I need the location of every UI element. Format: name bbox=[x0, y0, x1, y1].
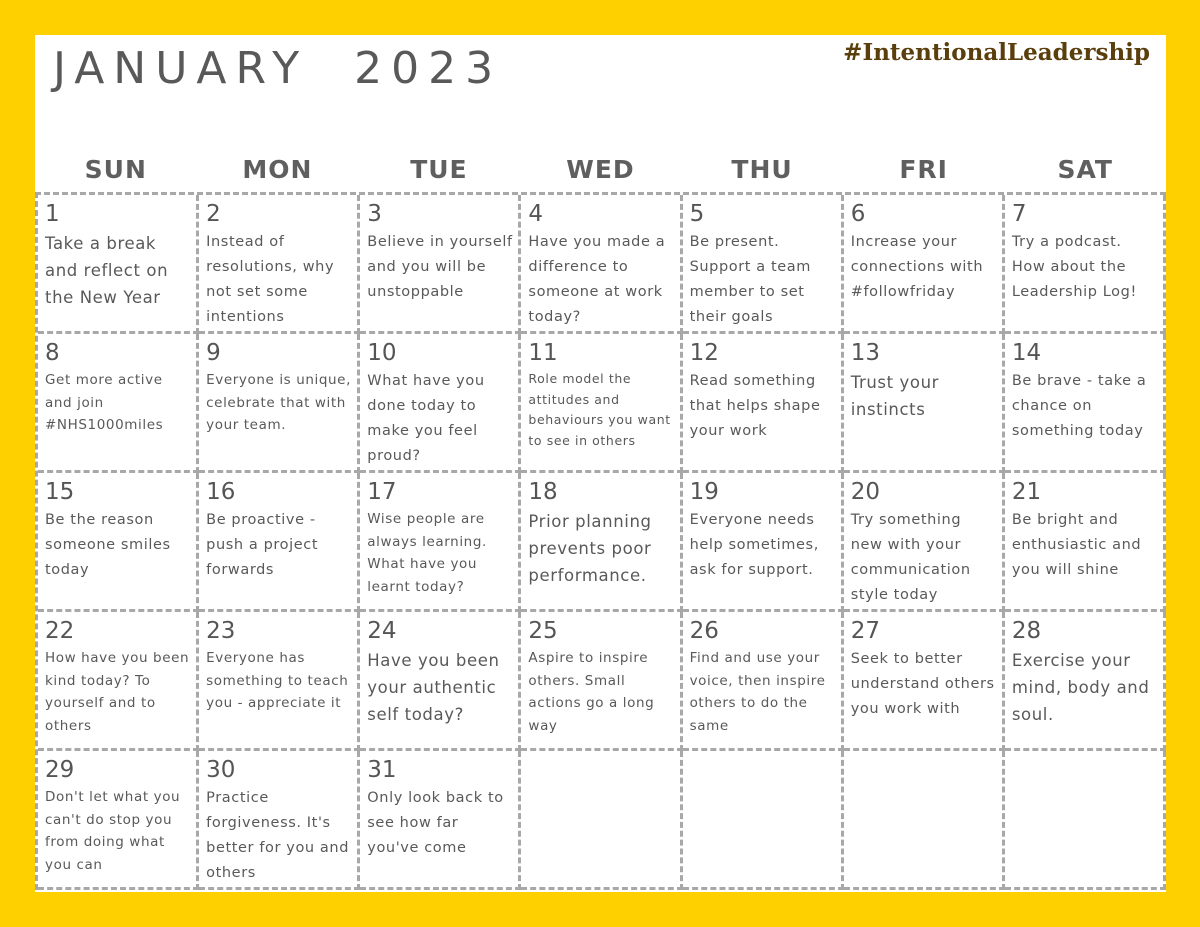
day-tip: Seek to better understand others you work with bbox=[850, 651, 995, 717]
weekday-header-row bbox=[35, 148, 1166, 192]
day-tip: Try a podcast. How about the Leadership Log! bbox=[1011, 234, 1137, 300]
day-cell bbox=[1005, 612, 1166, 751]
day-tip: Be present. Support a team member to set their goals bbox=[689, 234, 812, 325]
day-number: 8 bbox=[45, 340, 60, 366]
day-cell bbox=[199, 334, 360, 473]
day-number: 12 bbox=[689, 340, 719, 366]
day-tip: Practice forgiveness. It's better for you and others bbox=[206, 790, 350, 881]
day-tip: Prior planning prevents poor performance. bbox=[528, 512, 652, 585]
day-cell bbox=[844, 612, 1005, 751]
day-tip: Find and use your voice, then inspire others to do the same bbox=[689, 650, 826, 734]
day-number: 24 bbox=[367, 618, 397, 644]
day-tip: Role model the attitudes and behaviours you want to see in others bbox=[528, 371, 671, 448]
day-tip: Only look back to see how far you've come bbox=[367, 790, 504, 856]
day-number: 7 bbox=[1011, 201, 1027, 227]
day-cell bbox=[360, 612, 521, 751]
day-number: 31 bbox=[367, 757, 397, 783]
day-tip: Increase your connections with #followfriday bbox=[850, 234, 984, 300]
day-tip: How have you been kind today? To yourself and to others bbox=[45, 650, 190, 734]
day-number: 15 bbox=[45, 479, 75, 505]
day-tip: Everyone has something to teach you - appreciate it bbox=[206, 650, 349, 711]
weekday-sat: SAT bbox=[1057, 155, 1113, 184]
day-number: 6 bbox=[850, 201, 866, 227]
day-number: 30 bbox=[206, 757, 236, 783]
day-number: 26 bbox=[689, 618, 719, 644]
day-tip: Be proactive - push a project forwards bbox=[206, 512, 319, 578]
day-tip: Have you made a difference to someone at work today? bbox=[528, 234, 666, 325]
day-cell bbox=[521, 612, 682, 751]
empty-day-cell bbox=[683, 751, 844, 890]
day-number: 18 bbox=[528, 479, 558, 505]
day-number: 28 bbox=[1011, 618, 1042, 644]
day-number: 21 bbox=[1011, 479, 1042, 505]
calendar-sheet bbox=[35, 35, 1166, 892]
weekday-mon: MON bbox=[242, 155, 313, 184]
empty-day-cell bbox=[844, 751, 1005, 890]
day-number: 16 bbox=[206, 479, 236, 505]
day-tip: Aspire to inspire others. Small actions go a long way bbox=[528, 650, 655, 734]
day-cell bbox=[38, 195, 199, 334]
day-tip: Exercise your mind, body and soul. bbox=[1011, 651, 1150, 724]
day-cell bbox=[360, 751, 521, 890]
day-tip: Believe in yourself and you will be unstoppable bbox=[367, 234, 513, 300]
day-cell bbox=[38, 334, 199, 473]
weekday-wed: WED bbox=[566, 155, 635, 184]
empty-day-cell bbox=[1005, 751, 1166, 890]
weekday-sun: SUN bbox=[84, 155, 147, 184]
weekday-fri: FRI bbox=[899, 155, 948, 184]
day-tip: Instead of resolutions, why not set some intentions bbox=[206, 234, 335, 325]
day-number: 5 bbox=[689, 201, 705, 227]
day-number: 19 bbox=[689, 479, 719, 505]
day-number: 27 bbox=[850, 618, 880, 644]
hashtag-label: #IntentionalLeadership bbox=[843, 39, 1150, 66]
day-cell bbox=[1005, 195, 1166, 334]
day-tip: What have you done today to make you feel proud? bbox=[367, 373, 485, 464]
day-cell bbox=[38, 473, 199, 612]
day-number: 13 bbox=[850, 340, 880, 366]
weekday-thu: THU bbox=[731, 155, 793, 184]
day-number: 14 bbox=[1011, 340, 1042, 366]
day-cell bbox=[1005, 473, 1166, 612]
day-number: 11 bbox=[528, 340, 558, 366]
day-number: 20 bbox=[850, 479, 880, 505]
day-tip: Everyone is unique, celebrate that with your team. bbox=[206, 372, 351, 433]
day-tip: Be bright and enthusiastic and you will shine bbox=[1011, 512, 1142, 578]
day-cell bbox=[38, 751, 199, 890]
day-cell bbox=[199, 195, 360, 334]
day-cell bbox=[683, 473, 844, 612]
calendar-grid bbox=[35, 192, 1166, 890]
day-tip: Be brave - take a chance on something today bbox=[1011, 373, 1147, 439]
day-cell bbox=[1005, 334, 1166, 473]
day-cell bbox=[199, 751, 360, 890]
day-number: 3 bbox=[367, 201, 382, 227]
day-tip: Be the reason someone smiles today bbox=[45, 512, 171, 578]
day-cell bbox=[360, 195, 521, 334]
day-tip: Wise people are always learning. What have you learnt today? bbox=[367, 511, 487, 595]
day-tip: Have you been your authentic self today? bbox=[367, 651, 500, 724]
day-number: 23 bbox=[206, 618, 236, 644]
day-cell bbox=[199, 473, 360, 612]
day-number: 10 bbox=[367, 340, 397, 366]
day-number: 22 bbox=[45, 618, 75, 644]
day-tip: Read something that helps shape your work bbox=[689, 373, 821, 439]
day-number: 29 bbox=[45, 757, 75, 783]
day-tip: Get more active and join #NHS1000miles bbox=[45, 372, 164, 433]
day-cell bbox=[360, 473, 521, 612]
day-tip: Don't let what you can't do stop you from doing what you can bbox=[45, 789, 181, 873]
day-tip: Trust your instincts bbox=[850, 373, 940, 419]
day-cell bbox=[521, 334, 682, 473]
day-cell bbox=[844, 473, 1005, 612]
empty-day-cell bbox=[521, 751, 682, 890]
day-number: 25 bbox=[528, 618, 558, 644]
day-cell bbox=[38, 612, 199, 751]
day-cell bbox=[683, 195, 844, 334]
day-number: 9 bbox=[206, 340, 221, 366]
month-title: JANUARY 2023 bbox=[53, 43, 503, 94]
day-number: 4 bbox=[528, 201, 544, 227]
day-cell bbox=[521, 473, 682, 612]
day-cell bbox=[844, 195, 1005, 334]
day-number: 1 bbox=[45, 201, 60, 227]
day-tip: Try something new with your communication style today bbox=[850, 512, 971, 603]
day-number: 2 bbox=[206, 201, 221, 227]
day-tip: Everyone needs help sometimes, ask for support. bbox=[689, 512, 819, 578]
day-tip: Take a break and reflect on the New Year bbox=[45, 234, 169, 307]
day-cell bbox=[683, 612, 844, 751]
weekday-tue: TUE bbox=[410, 155, 468, 184]
day-cell bbox=[199, 612, 360, 751]
day-cell bbox=[683, 334, 844, 473]
day-cell bbox=[360, 334, 521, 473]
day-number: 17 bbox=[367, 479, 397, 505]
day-cell bbox=[521, 195, 682, 334]
day-cell bbox=[844, 334, 1005, 473]
